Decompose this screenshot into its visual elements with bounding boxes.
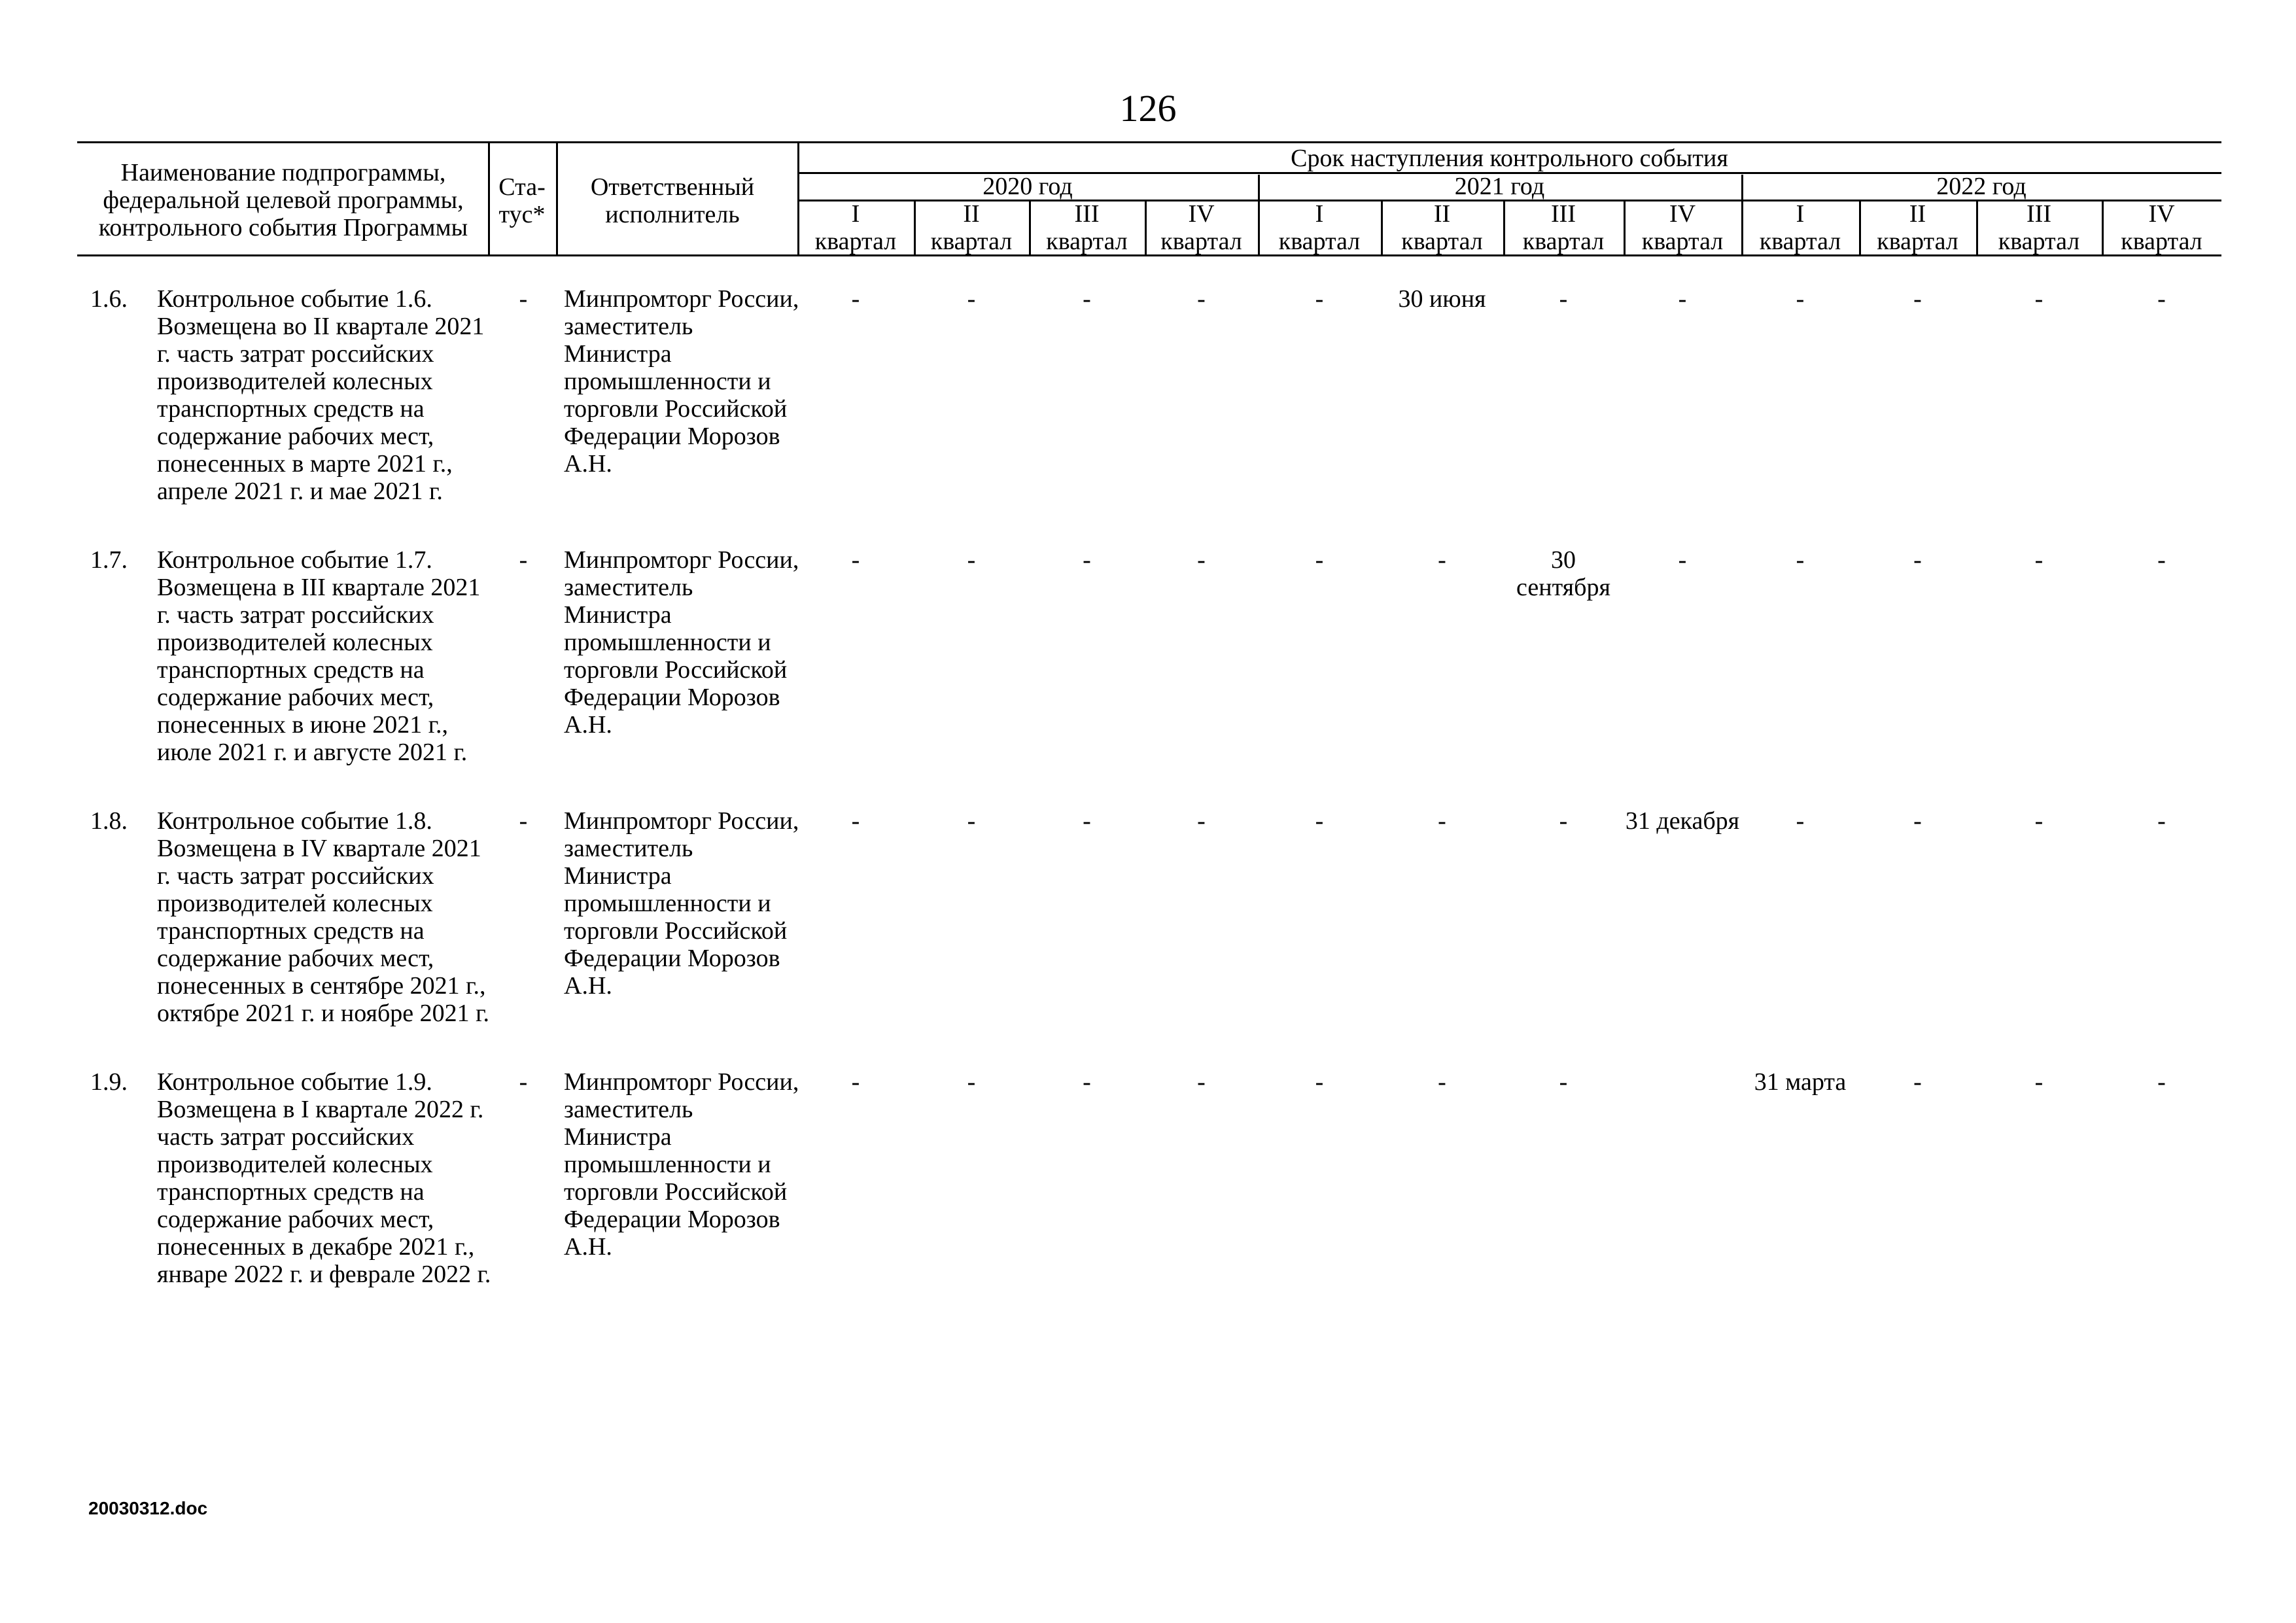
quarter-cell-4: - (1197, 285, 1206, 313)
row-number: 1.8. (90, 807, 128, 835)
status-value: - (519, 546, 528, 574)
quarter-word: квартал (2121, 228, 2202, 255)
event-name: Контрольное событие 1.7. Возмещена в III квартале 2021 г. часть затрат российских производителей колесных транспортных средств на содержание рабочих мест, понесенных в июне 2021 г., июле 2021 г. и августе 2021 г. (157, 546, 481, 766)
quarter-cell-3: - (1083, 1068, 1091, 1096)
quarter-cell-9: - (1796, 546, 1805, 574)
name-column-header: Наименование подпрограммы, федеральной целевой программы, контрольного события Программы (98, 159, 468, 241)
quarter-roman: I (1796, 200, 1805, 228)
quarter-header-7 (1503, 200, 1624, 255)
quarter-cell-4: - (1197, 1068, 1206, 1096)
quarter-cell-1: - (851, 807, 860, 835)
quarter-roman: III (1074, 200, 1100, 228)
footer-filename: 20030312.doc (88, 1498, 208, 1518)
quarter-cell-11: - (2034, 285, 2044, 313)
executor: Минпромторг России, заместитель Министра промышленности и торговли Российской Федерации Морозов А.Н. (564, 546, 799, 739)
quarter-word: квартал (1641, 228, 1724, 255)
quarter-cell-11: - (2034, 546, 2044, 574)
quarter-header-6 (1381, 200, 1503, 255)
row-number: 1.7. (90, 546, 128, 574)
quarter-header-8 (1624, 200, 1741, 255)
quarter-header-5 (1258, 200, 1381, 255)
event-name: Контрольное событие 1.8. Возмещена в IV квартале 2021 г. часть затрат российских производителей колесных транспортных средств на содержание рабочих мест, понесенных в сентябре 2021 г., октябре 2021 г. и ноябре 2021 г. (157, 807, 489, 1027)
quarter-cell-6: - (1438, 546, 1446, 574)
quarter-cell-9: - (1796, 807, 1805, 835)
event-name: Контрольное событие 1.6. Возмещена во II квартале 2021 г. часть затрат российских производителей колесных транспортных средств на содержание рабочих мест, понесенных в марте 2021 г., апреле 2021 г. и мае 2021 г. (157, 285, 485, 505)
quarter-cell-8: - (1678, 285, 1687, 313)
quarter-cell-1: - (851, 1068, 860, 1096)
quarter-cell-11: - (2034, 1068, 2044, 1096)
quarter-cell-8: 31 декабря (1625, 807, 1740, 835)
quarter-roman: IV (1188, 200, 1215, 228)
quarter-header-3 (1029, 200, 1145, 255)
quarter-cell-5: - (1315, 546, 1324, 574)
status-column-header (493, 173, 551, 228)
quarter-cell-11: - (2034, 807, 2044, 835)
quarter-cell-12: - (2157, 1068, 2166, 1096)
executor: Минпромторг России, заместитель Министра промышленности и торговли Российской Федерации Морозов А.Н. (564, 285, 799, 478)
quarter-cell-7: - (1559, 807, 1568, 835)
quarter-word: квартал (1998, 228, 2080, 255)
quarter-cell-6: - (1438, 807, 1446, 835)
quarter-roman: I (851, 200, 860, 228)
quarter-cell-1: - (851, 546, 860, 574)
quarter-roman: IV (1669, 200, 1696, 228)
row-number: 1.9. (90, 1068, 128, 1096)
quarter-header-12 (2102, 200, 2221, 255)
quarter-cell-5: - (1315, 807, 1324, 835)
quarter-cell-9: 31 марта (1754, 1068, 1847, 1096)
quarter-cell-3: - (1083, 285, 1091, 313)
year-2021-header: 2021 год (1454, 173, 1545, 200)
quarter-word: квартал (930, 228, 1013, 255)
quarter-cell-12: - (2157, 546, 2166, 574)
quarter-word: квартал (1046, 228, 1128, 255)
quarter-cell-3: - (1083, 546, 1091, 574)
quarter-roman: I (1315, 200, 1324, 228)
quarter-cell-7: - (1559, 1068, 1568, 1096)
quarter-cell-2: - (967, 1068, 976, 1096)
quarter-cell-6: 30 июня (1398, 285, 1486, 313)
deadline-group-header: Срок наступления контрольного события (1291, 145, 1728, 172)
quarter-cell-8: - (1678, 546, 1687, 574)
quarter-cell-4: - (1197, 546, 1206, 574)
quarter-cell-3: - (1083, 807, 1091, 835)
quarter-word: квартал (814, 228, 897, 255)
quarter-cell-10: - (1913, 807, 1922, 835)
quarter-cell-12: - (2157, 807, 2166, 835)
quarter-cell-7: - (1559, 285, 1568, 313)
quarter-roman: III (1551, 200, 1576, 228)
quarter-header-4 (1145, 200, 1258, 255)
quarter-cell-2: - (967, 807, 976, 835)
quarter-header-1 (797, 200, 914, 255)
status-value: - (519, 285, 528, 313)
event-name: Контрольное событие 1.9. Возмещена в I квартале 2022 г. часть затрат российских производителей колесных транспортных средств на содержание рабочих мест, понесенных в декабре 2021 г., январе 2022 г. и феврале 2022 г. (157, 1068, 491, 1288)
quarter-cell-2: - (967, 285, 976, 313)
quarter-cell-2: - (967, 546, 976, 574)
executor-column-header: Ответственный исполнитель (590, 173, 755, 228)
quarter-header-2 (914, 200, 1029, 255)
quarter-cell-10: - (1913, 546, 1922, 574)
table-header (77, 141, 2221, 256)
quarter-roman: III (2026, 200, 2051, 228)
quarter-cell-7: 30 сентября (1516, 546, 1610, 601)
quarter-word: квартал (1160, 228, 1242, 255)
quarter-cell-5: - (1315, 285, 1324, 313)
quarter-word: квартал (1877, 228, 1958, 255)
quarter-word: квартал (1278, 228, 1361, 255)
quarter-cell-4: - (1197, 807, 1206, 835)
executor: Минпромторг России, заместитель Министра промышленности и торговли Российской Федерации Морозов А.Н. (564, 807, 799, 1000)
quarter-roman: II (1909, 200, 1926, 228)
quarter-word: квартал (1522, 228, 1605, 255)
quarter-cell-12: - (2157, 285, 2166, 313)
quarter-cell-6: - (1438, 1068, 1446, 1096)
quarter-cell-9: - (1796, 285, 1805, 313)
status-value: - (519, 1068, 528, 1096)
quarter-cell-5: - (1315, 1068, 1324, 1096)
page-number: 126 (1119, 87, 1177, 130)
quarter-cell-1: - (851, 285, 860, 313)
year-2020-header: 2020 год (983, 173, 1073, 200)
status-header-line1: Ста- (498, 173, 546, 201)
quarter-header-9 (1741, 200, 1859, 255)
quarter-header-11 (1976, 200, 2102, 255)
quarter-header-10 (1859, 200, 1976, 255)
quarter-roman: II (963, 200, 980, 228)
year-2022-header: 2022 год (1936, 173, 2026, 200)
quarter-cell-10: - (1913, 1068, 1922, 1096)
quarter-word: квартал (1759, 228, 1841, 255)
status-value: - (519, 807, 528, 835)
quarter-word: квартал (1401, 228, 1483, 255)
executor: Минпромторг России, заместитель Министра промышленности и торговли Российской Федерации Морозов А.Н. (564, 1068, 799, 1261)
status-header-line2: тус* (498, 201, 546, 228)
row-number: 1.6. (90, 285, 128, 313)
quarter-roman: II (1433, 200, 1451, 228)
quarter-cell-10: - (1913, 285, 1922, 313)
quarter-roman: IV (2148, 200, 2175, 228)
